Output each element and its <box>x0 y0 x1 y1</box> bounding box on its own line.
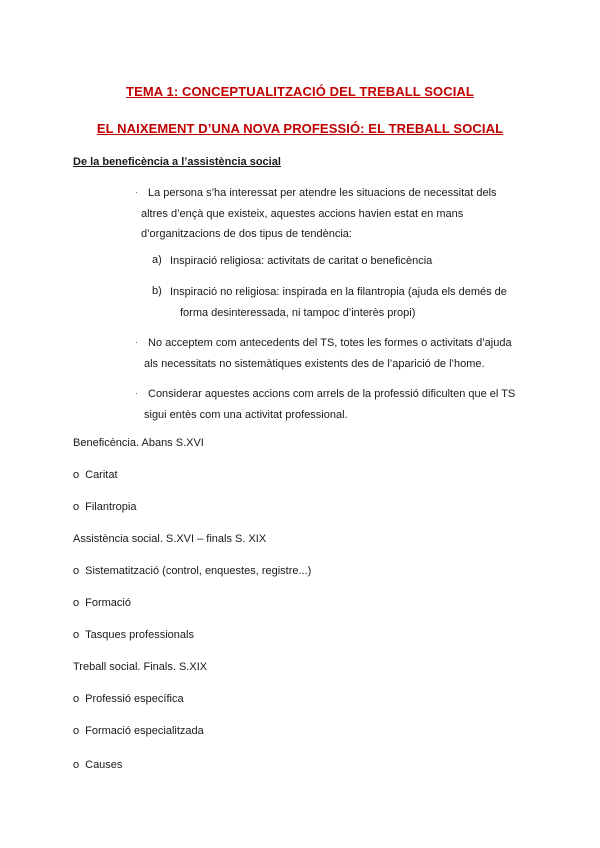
bullet-line: altres d’ençà que existeix, aquestes accions havien estat en mans <box>141 207 464 220</box>
bullet-marker: · <box>135 388 138 398</box>
list-item-label: Causes <box>85 759 123 771</box>
list-item-label: Formació especialitzada <box>85 725 204 737</box>
circle-bullet-icon: o <box>73 693 80 705</box>
bullet-line: sigui entès com una activitat professional. <box>144 408 348 421</box>
list-item <box>73 759 122 771</box>
document-subtitle: EL NAIXEMENT D’UNA NOVA PROFESSIÓ: EL TREBALL SOCIAL <box>96 121 504 136</box>
list-item <box>73 725 204 737</box>
sub-item-line: Inspiració religiosa: activitats de caritat o beneficència <box>170 255 433 267</box>
circle-bullet-icon: o <box>73 725 80 737</box>
bullet-line: La persona s’ha interessat per atendre les situacions de necessitat dels <box>148 187 497 199</box>
circle-bullet-icon: o <box>73 597 80 609</box>
bullet-line: d’organitzacions de dos tipus de tendència: <box>141 228 352 240</box>
sub-item-line: Inspiració no religiosa: inspirada en la filantropia (ajuda els demés de <box>170 286 507 298</box>
period-heading: Treball social. Finals. S.XIX <box>73 661 208 673</box>
circle-bullet-icon: o <box>73 565 80 577</box>
sub-item-marker: a) <box>152 254 162 266</box>
bullet-item <box>144 333 528 374</box>
list-item-label: Filantropia <box>85 501 137 513</box>
list-item <box>73 565 311 577</box>
circle-bullet-icon: o <box>73 501 80 513</box>
bullet-marker: · <box>135 187 138 197</box>
bullet-line: Considerar aquestes accions com arrels de la professió dificulten que el TS <box>148 388 516 400</box>
bullet-marker: · <box>135 337 138 347</box>
sub-item <box>170 282 530 323</box>
list-item <box>73 693 184 705</box>
circle-bullet-icon: o <box>73 469 80 481</box>
section-heading: De la beneficència a l’assistència social <box>73 156 281 168</box>
period-heading: Assistència social. S.XVI – finals S. XIX <box>73 533 267 545</box>
list-item-label: Caritat <box>85 469 118 481</box>
sub-item <box>170 251 530 272</box>
list-item-label: Tasques professionals <box>85 629 194 641</box>
sub-item-line: forma desinteressada, ni tampoc d’interès propi) <box>180 306 416 319</box>
bullet-line: No acceptem com antecedents del TS, totes les formes o activitats d’ajuda <box>148 337 512 349</box>
sub-item-marker: b) <box>152 285 162 297</box>
list-item <box>73 629 194 641</box>
period-heading: Beneficència. Abans S.XVI <box>73 437 204 449</box>
circle-bullet-icon: o <box>73 629 80 641</box>
list-item <box>73 469 118 481</box>
bullet-item <box>144 384 528 425</box>
list-item-label: Formació <box>85 597 131 609</box>
list-item-label: Sistematització (control, enquestes, registre...) <box>85 565 312 577</box>
document-title: TEMA 1: CONCEPTUALITZACIÓ DEL TREBALL SOCIAL <box>126 84 474 99</box>
list-item <box>73 597 131 609</box>
bullet-item <box>141 183 528 245</box>
list-item <box>73 501 136 513</box>
list-item-label: Professió específica <box>85 693 184 705</box>
circle-bullet-icon: o <box>73 759 80 771</box>
bullet-line: als necessitats no sistemàtiques existents des de l’aparició de l’home. <box>144 357 485 370</box>
